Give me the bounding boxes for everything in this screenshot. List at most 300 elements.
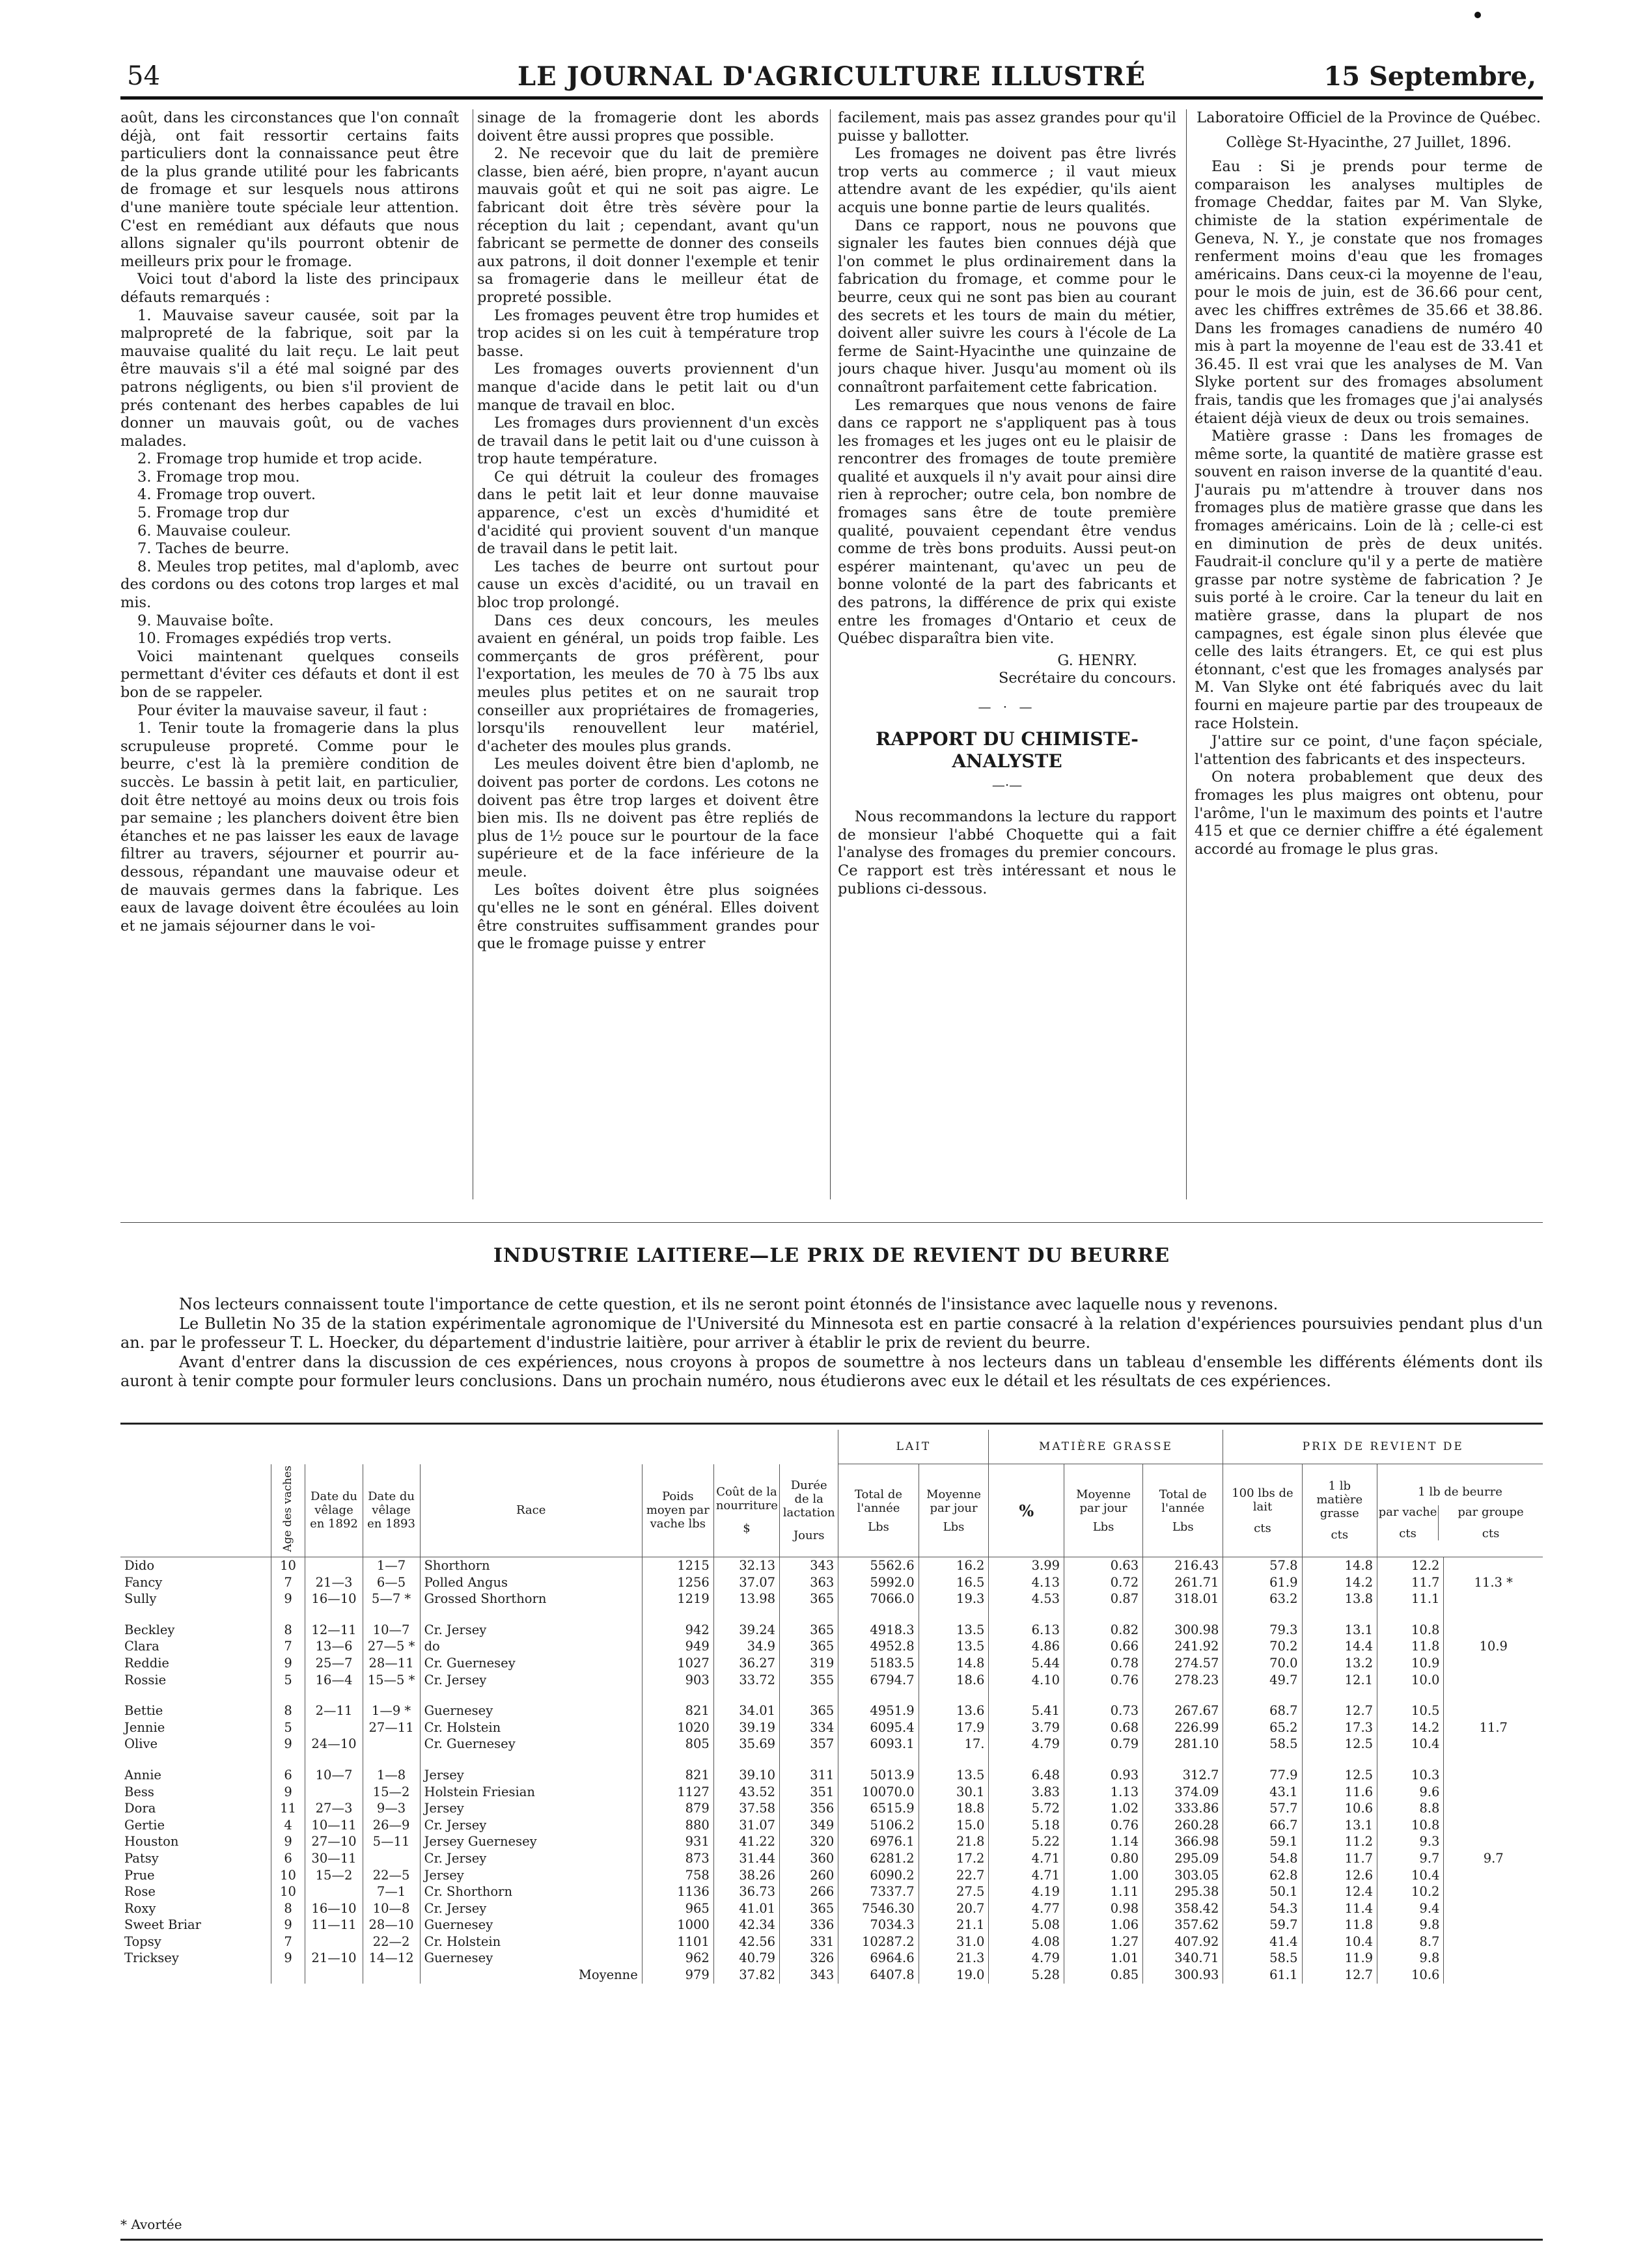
table-cell: 39.10 [713, 1767, 779, 1784]
table-cell: 10.2 [1377, 1883, 1444, 1900]
page-header [120, 57, 1543, 96]
table-cell: 57.8 [1223, 1557, 1302, 1574]
signature-title: Secrétaire du concours. [998, 670, 1176, 687]
table-cell: 5 [271, 1719, 305, 1736]
table-cell: 68.7 [1223, 1702, 1302, 1719]
table-cell: 365 [780, 1591, 838, 1607]
table-cell: 6976.1 [838, 1833, 919, 1850]
table-cell: Cr. Jersey [420, 1672, 642, 1689]
table-cell: 9 [271, 1917, 305, 1933]
cow-name: Roxy [124, 1900, 156, 1916]
table-cell: 26—9 [363, 1817, 420, 1834]
table-cell: 21.3 [919, 1950, 989, 1967]
table-cell: 11.6 [1302, 1784, 1377, 1801]
table-cell: 6281.2 [838, 1850, 919, 1867]
table-cell: 1.00 [1064, 1867, 1143, 1884]
table-cell: Jersey [420, 1867, 642, 1884]
table-cell: 320 [780, 1833, 838, 1850]
table-cell: 10.4 [1377, 1867, 1444, 1884]
cow-name: Rose [124, 1884, 156, 1900]
table-cell: 9—3 [363, 1800, 420, 1817]
table-cell: 32.13 [713, 1557, 779, 1574]
table-cell: 267.67 [1143, 1702, 1223, 1719]
table-cell: 365 [780, 1900, 838, 1917]
signature: G. HENRY. [1057, 651, 1137, 669]
cow-name: Topsy [124, 1933, 161, 1949]
table-cell: Guernesey [420, 1950, 642, 1967]
cow-name: Dora [124, 1801, 156, 1816]
table-cell: 805 [642, 1736, 713, 1753]
table-cell: 355 [780, 1672, 838, 1689]
table-cell: 49.7 [1223, 1672, 1302, 1689]
table-cell: 30—11 [305, 1850, 363, 1867]
paragraph: Les fromages ne doivent pas être livrés trop verts au commerce ; il vaut mieux attendre avant de les expédier, qu'ils aient acquis une bonne partie de leurs qualités. [838, 145, 1176, 216]
table-cell: 4.79 [989, 1736, 1064, 1753]
table-cell: 942 [642, 1622, 713, 1639]
group-lait: LAIT [838, 1430, 989, 1464]
table-cell: 15—5 * [363, 1672, 420, 1689]
table-cell: 357 [780, 1736, 838, 1753]
table-cell: 5.22 [989, 1833, 1064, 1850]
table-cell: 226.99 [1143, 1719, 1223, 1736]
table-cell: 14.8 [919, 1655, 989, 1672]
table-cell: 39.24 [713, 1622, 779, 1639]
paragraph: Les meules doivent être bien d'aplomb, ne doivent pas porter de cordons. Les cotons ne doivent pas être trop larges et doivent être bien mis. Ils ne doivent pas être repliés de plus de 1½ pouce sur le pourtour de la face supérieure et de la face inférieure de la meule. [477, 756, 819, 881]
header-lait-total: Total de l'année Lbs [838, 1464, 919, 1557]
table-cell: 1020 [642, 1719, 713, 1736]
table-cell: 319 [780, 1655, 838, 1672]
paragraph: Les remarques que nous venons de faire dans ce rapport ne s'appliquent pas à tous les fromages et les juges ont eu le plaisir de rencontrer des fromages de toute première qualité et auxquels il n'y avait pour ainsi dire rien à reprocher; outre cela, bon nombre de fromages sans être de toute première qualité, pouvaient cependant être vendus comme de très bons produits. Aussi peut-on espérer maintenant, qu'avec un peu de bonne volonté de la part des fabricants et des patrons, la différence de prix qui existe entre les fromages d'Ontario et ceux de Québec disparaîtra bien vite. [838, 396, 1176, 648]
table-cell: 10.9 [1377, 1655, 1444, 1672]
bottom-rule [120, 2239, 1543, 2241]
table-cell: 216.43 [1143, 1557, 1223, 1574]
table-cell: 880 [642, 1817, 713, 1834]
table-cell: 358.42 [1143, 1900, 1223, 1917]
table-cell: 266 [780, 1883, 838, 1900]
table-cell: 1256 [642, 1574, 713, 1591]
cow-name: Beckley [124, 1622, 175, 1637]
table-cell: Shorthorn [420, 1557, 642, 1574]
table-cell: Cr. Guernesey [420, 1655, 642, 1672]
table-cell: 879 [642, 1800, 713, 1817]
cow-name: Olive [124, 1736, 158, 1752]
table-cell: 5—11 [363, 1833, 420, 1850]
cow-name: Fancy [124, 1574, 163, 1590]
header-velage-1892: Date du vêlage en 1892 [305, 1464, 363, 1557]
table-cell: 12.5 [1302, 1736, 1377, 1753]
table-cell: 9 [271, 1591, 305, 1607]
table-cell: 70.0 [1223, 1655, 1302, 1672]
table-cell: 27—11 [363, 1719, 420, 1736]
table-cell: 300.98 [1143, 1622, 1223, 1639]
column-4 [1195, 109, 1543, 1203]
table-row [120, 1817, 1543, 1834]
column-2 [477, 109, 819, 1203]
table-cell: 9.8 [1377, 1950, 1444, 1967]
average-cell: 0.85 [1064, 1967, 1143, 1984]
table-cell: 17.2 [919, 1850, 989, 1867]
separator: —·— [991, 776, 1023, 793]
separator: — · — [978, 699, 1036, 715]
table-cell: 351 [780, 1784, 838, 1801]
average-cell: 343 [780, 1967, 838, 1984]
table-cell: 19.3 [919, 1591, 989, 1607]
table-row [120, 1900, 1543, 1917]
table-cell: 4.79 [989, 1950, 1064, 1967]
table-row [120, 1719, 1543, 1736]
table-cell: 11.2 [1302, 1833, 1377, 1850]
table-cell: 1000 [642, 1917, 713, 1933]
table-cell: 11.8 [1302, 1917, 1377, 1933]
table-cell [363, 1736, 420, 1753]
average-cell: 19.0 [919, 1967, 989, 1984]
table-cell: 6964.6 [838, 1950, 919, 1967]
table-cell: 11.4 [1302, 1900, 1377, 1917]
table-cell: 0.73 [1064, 1702, 1143, 1719]
table-cell: 6 [271, 1767, 305, 1784]
table-cell: Cr. Guernesey [420, 1736, 642, 1753]
table-cell: 31.0 [919, 1933, 989, 1950]
table-cell: 13.2 [1302, 1655, 1377, 1672]
table-cell: 17.9 [919, 1719, 989, 1736]
table-cell: 10070.0 [838, 1784, 919, 1801]
table-cell: 13.5 [919, 1638, 989, 1655]
cow-name: Bettie [124, 1703, 163, 1719]
table-cell: 5183.5 [838, 1655, 919, 1672]
table-cell: 5.44 [989, 1655, 1064, 1672]
table-cell: 1101 [642, 1933, 713, 1950]
table-cell: 365 [780, 1638, 838, 1655]
list-item: 10. Fromages expédiés trop verts. [137, 630, 392, 648]
table-cell: 1027 [642, 1655, 713, 1672]
table-cell: 41.4 [1223, 1933, 1302, 1950]
paragraph: Pour éviter la mauvaise saveur, il faut : [137, 702, 428, 719]
table-cell: 61.9 [1223, 1574, 1302, 1591]
table-cell: 10.0 [1377, 1672, 1444, 1689]
table-cell: 407.92 [1143, 1933, 1223, 1950]
table-cell: 54.8 [1223, 1850, 1302, 1867]
table-cell: 12.4 [1302, 1883, 1377, 1900]
table-cell: 8.8 [1377, 1800, 1444, 1817]
header-mg-percent: % [989, 1464, 1064, 1557]
table-cell: 13.8 [1302, 1591, 1377, 1607]
table-cell: 334 [780, 1719, 838, 1736]
table-cell: 12.1 [1302, 1672, 1377, 1689]
table-row [120, 1933, 1543, 1950]
table-cell: 260.28 [1143, 1817, 1223, 1834]
cow-name: Tricksey [124, 1950, 179, 1966]
average-label: Moyenne [420, 1967, 642, 1984]
table-cell: 34.9 [713, 1638, 779, 1655]
table-cell: 58.5 [1223, 1736, 1302, 1753]
laboratory-name: Laboratoire Officiel de la Province de Québec. [1196, 109, 1541, 126]
group-matiere-grasse: MATIÈRE GRASSE [989, 1430, 1223, 1464]
table-row [120, 1736, 1543, 1753]
table-cell: 40.79 [713, 1950, 779, 1967]
paragraph: 1. Tenir toute la fromagerie dans la plus scrupuleuse propreté. Comme pour le beurre, c'est là la première condition de succès. Le bassin à petit lait, en particulier, doit être nettoyé au moins deux ou trois fois par semaine ; les planchers doivent être bien étanches et ne pas laisser les eaux de lavage filtrer au travers, séjourner et pourrir au-dessous, répandant une mauvaise odeur et de mauvais germes dans la fabrique. Les eaux de lavage doivent être écoulées au loin et ne jamais séjourner dans le voi- [120, 720, 459, 935]
cow-name: Rossie [124, 1672, 167, 1687]
table-cell: 77.9 [1223, 1767, 1302, 1784]
table-cell: 5.41 [989, 1702, 1064, 1719]
table-cell: 10—7 [363, 1622, 420, 1639]
table-cell: 365 [780, 1702, 838, 1719]
table-cell: 36.73 [713, 1883, 779, 1900]
table-cell: 356 [780, 1800, 838, 1817]
table-cell: 14.2 [1302, 1574, 1377, 1591]
table-cell: 0.93 [1064, 1767, 1143, 1784]
table-cell: 11.7 [1302, 1850, 1377, 1867]
cow-name: Houston [124, 1834, 179, 1850]
table-cell: 821 [642, 1702, 713, 1719]
table-cell: 4.53 [989, 1591, 1064, 1607]
table-cell: 4.71 [989, 1850, 1064, 1867]
table-cell: 1219 [642, 1591, 713, 1607]
paragraph: Eau : Si je prends pour terme de comparaison les analyses multiples de fromage Cheddar, faites par M. Van Slyke, chimiste de la station expérimentale de Geneva, N. Y., je constate que nos fromages renferment moins d'eau que les fromages américains. Dans ceux-ci la moyenne de l'eau, pour le mois de juin, est de 36.66 pour cent, avec les chiffres extrêmes de 35.66 et 38.86. Dans les fromages canadiens de numéro 40 mis à part la moyenne de l'eau est de 33.41 et 36.45. Il est vrai que les analyses de M. Van Slyke portent sur des fromages absolument frais, tandis que les fromages que j'ai analysés étaient déjà vieux de deux ou trois semaines. [1195, 158, 1543, 427]
table-cell: 15—2 [363, 1784, 420, 1801]
group-price: 11.7 [1444, 1719, 1543, 1736]
table-cell: 873 [642, 1850, 713, 1867]
table-cell: 6—5 [363, 1574, 420, 1591]
paragraph: Voici tout d'abord la liste des principaux défauts remarqués : [120, 271, 459, 306]
table-cell: 10.4 [1377, 1736, 1444, 1753]
group-spacer [120, 1753, 1543, 1767]
table-cell: 50.1 [1223, 1883, 1302, 1900]
table-row [120, 1950, 1543, 1967]
table-cell [305, 1933, 363, 1950]
table-cell [305, 1719, 363, 1736]
table-cell: 9 [271, 1784, 305, 1801]
table-cell: 8 [271, 1622, 305, 1639]
table-cell: 10.8 [1377, 1817, 1444, 1834]
table-cell: 21—10 [305, 1950, 363, 1967]
header-duree: Durée de la lactation Jours [780, 1464, 838, 1557]
group-price: 11.3 * [1444, 1574, 1543, 1591]
table-cell: 33.72 [713, 1672, 779, 1689]
table-cell: 59.1 [1223, 1833, 1302, 1850]
table-cell: 41.22 [713, 1833, 779, 1850]
table-cell: Jersey [420, 1800, 642, 1817]
table-row [120, 1655, 1543, 1672]
paragraph: Les boîtes doivent être plus soignées qu'elles ne le sont en général. Elles doivent être construites suffisamment grandes pour que le fromage puisse y entrer [477, 881, 819, 953]
paragraph: J'attire sur ce point, d'une façon spéciale, l'attention des fabricants et des inspecteurs. [1195, 733, 1543, 768]
table-cell: Grossed Shorthorn [420, 1591, 642, 1607]
paragraph: 2. Ne recevoir que du lait de première classe, bien aéré, bien propre, n'ayant aucun mauvais goût et qui ne soit pas aigre. Le fabricant doit être très sévère pour la réception du lait ; cependant, avant qu'un fabricant se permette de donner des conseils aux patrons, il doit donner l'exemple et tenir sa fromagerie dans le meilleur état de propreté possible. [477, 145, 819, 306]
table-cell: 4.71 [989, 1867, 1064, 1884]
paragraph: Les fromages ouverts proviennent d'un manque d'acide dans le petit lait ou d'un manque de travail en bloc. [477, 361, 819, 414]
table-cell: 6095.4 [838, 1719, 919, 1736]
table-cell: 9.7 [1377, 1850, 1444, 1867]
table-cell: 1—7 [363, 1557, 420, 1574]
table-cell: 12.7 [1302, 1702, 1377, 1719]
table-cell: 57.7 [1223, 1800, 1302, 1817]
cow-name: Clara [124, 1639, 159, 1654]
table-cell: 1127 [642, 1784, 713, 1801]
table-cell: 7546.30 [838, 1900, 919, 1917]
table-cell: 9 [271, 1736, 305, 1753]
table-cell: 79.3 [1223, 1622, 1302, 1639]
average-row [120, 1967, 1543, 1984]
group-spacer [120, 1688, 1543, 1702]
table-cell: Cr. Holstein [420, 1719, 642, 1736]
table-cell: 343 [780, 1557, 838, 1574]
table-cell: 9.4 [1377, 1900, 1444, 1917]
section-heading: RAPPORT DU CHIMISTE-ANALYSTE [876, 728, 1139, 772]
table-cell: Jersey Guernesey [420, 1833, 642, 1850]
table-cell: 9 [271, 1950, 305, 1967]
table-cell: 10—8 [363, 1900, 420, 1917]
paragraph: Nous recommandons la lecture du rapport de monsieur l'abbé Choquette qui a fait l'analyse des fromages du premier concours. Ce rapport est très intéressant et nous le publions ci-dessous. [838, 808, 1176, 897]
table-cell: 10.5 [1377, 1702, 1444, 1719]
table-cell: 295.38 [1143, 1883, 1223, 1900]
table-cell: 1215 [642, 1557, 713, 1574]
table-row [120, 1833, 1543, 1850]
list-item: 3. Fromage trop mou. [137, 468, 300, 485]
table-cell [363, 1850, 420, 1867]
table-cell: do [420, 1638, 642, 1655]
table-cell: 27—5 * [363, 1638, 420, 1655]
table-cell: 965 [642, 1900, 713, 1917]
table-cell: 27.5 [919, 1883, 989, 1900]
table-cell: 21.8 [919, 1833, 989, 1850]
table-cell: 1136 [642, 1883, 713, 1900]
header-mg-total: Total de l'année Lbs [1143, 1464, 1223, 1557]
table-cell: 38.26 [713, 1867, 779, 1884]
table-cell: 21.1 [919, 1917, 989, 1933]
table-row [120, 1784, 1543, 1801]
list-item: 5. Fromage trop dur [137, 504, 289, 522]
cow-name: Dido [124, 1558, 155, 1573]
table-cell: 17.3 [1302, 1719, 1377, 1736]
table-cell: 758 [642, 1867, 713, 1884]
table-cell: 5.08 [989, 1917, 1064, 1933]
table-row [120, 1883, 1543, 1900]
table-cell: 6 [271, 1850, 305, 1867]
table-cell: 962 [642, 1950, 713, 1967]
table-cell: 12—11 [305, 1622, 363, 1639]
table-cell: 6794.7 [838, 1672, 919, 1689]
table-cell: 11.8 [1377, 1638, 1444, 1655]
table-cell: 6093.1 [838, 1736, 919, 1753]
table-cell: 10—11 [305, 1817, 363, 1834]
table-cell: 10.6 [1302, 1800, 1377, 1817]
cow-name: Sweet Briar [124, 1917, 201, 1933]
table-cell: 4952.8 [838, 1638, 919, 1655]
table-cell: 66.7 [1223, 1817, 1302, 1834]
table-cell: 903 [642, 1672, 713, 1689]
table-cell: 9.3 [1377, 1833, 1444, 1850]
table-cell [305, 1784, 363, 1801]
table-cell: 17. [919, 1736, 989, 1753]
cow-name: Sully [124, 1591, 157, 1607]
table-cell: 0.78 [1064, 1655, 1143, 1672]
table-cell: Jersey [420, 1767, 642, 1784]
table-cell: 1.27 [1064, 1933, 1143, 1950]
table-cell: Cr. Shorthorn [420, 1883, 642, 1900]
table-cell: 1.01 [1064, 1950, 1143, 1967]
table-cell: 11.7 [1377, 1574, 1444, 1591]
table-cell: 274.57 [1143, 1655, 1223, 1672]
column-1 [120, 109, 459, 1203]
table-cell: 821 [642, 1767, 713, 1784]
table-cell: 11.1 [1377, 1591, 1444, 1607]
list-item: 9. Mauvaise boîte. [137, 612, 274, 629]
table-cell: 9.6 [1377, 1784, 1444, 1801]
table-cell: 65.2 [1223, 1719, 1302, 1736]
table-cell: 0.80 [1064, 1850, 1143, 1867]
paragraph: août, dans les circonstances que l'on connaît déjà, ont fait ressortir certains faits particuliers dont la connaissance peut être de la plus grande utilité pour les fabricants de fromage et sur lesquels nous attirons d'une manière toute spéciale leur attention. C'est en remédiant aux défauts que nous allons signaler qu'ils pourront obtenir de meilleurs prix pour le fromage. [120, 109, 459, 270]
table-cell: 58.5 [1223, 1950, 1302, 1967]
table-cell: 13.1 [1302, 1817, 1377, 1834]
table-cell: 4.13 [989, 1574, 1064, 1591]
header-prix-1-lb-mg: 1 lb matière grasse cts [1302, 1464, 1377, 1557]
table-cell: 1.13 [1064, 1784, 1143, 1801]
table-row [120, 1591, 1543, 1607]
table-cell: 5 [271, 1672, 305, 1689]
table-cell: 4951.9 [838, 1702, 919, 1719]
table-cell: 3.79 [989, 1719, 1064, 1736]
table-cell: 0.82 [1064, 1622, 1143, 1639]
header-velage-1893: Date du vêlage en 1893 [363, 1464, 420, 1557]
table-body [120, 1557, 1543, 1984]
table-cell: 5—7 * [363, 1591, 420, 1607]
table-footnote: * Avortée [120, 2217, 182, 2232]
header-cout: Coût de la nourriture $ [713, 1464, 779, 1557]
paragraph: Le Bulletin No 35 de la station expérimentale agronomique de l'Université du Minnesota est en partie consacré à la relation d'expériences poursuivies pendant plus d'un an. par le professeur T. L. Hoecker, du département d'industrie laitière, pour arriver à établir le prix de revient du beurre. [120, 1314, 1543, 1352]
issue-date: 15 Septembre, [1323, 61, 1536, 92]
table-cell: 0.72 [1064, 1574, 1143, 1591]
paragraph: 1. Mauvaise saveur causée, soit par la malpropreté de la fabrique, soit par la mauvaise qualité du lait reçu. Le lait peut être mauvais s'il a été mal soigné par des patrons négligents, ou bien s'il provient de prés contenant des herbes capables de lui donner un mauvais goût, ou de vaches malades. [120, 307, 459, 450]
table-cell: 13.5 [919, 1767, 989, 1784]
table-cell: 6.48 [989, 1767, 1064, 1784]
table-cell: 3.83 [989, 1784, 1064, 1801]
table-cell: 5562.6 [838, 1557, 919, 1574]
table-cell: 3.99 [989, 1557, 1064, 1574]
table-cell: 4 [271, 1817, 305, 1834]
table-cell: 10 [271, 1867, 305, 1884]
table-cell: 5992.0 [838, 1574, 919, 1591]
table-cell: 312.7 [1143, 1767, 1223, 1784]
paragraph: Les fromages durs proviennent d'un excès de travail dans le petit lait ou d'une cuisson à trop haute température. [477, 415, 819, 468]
table-cell: 59.7 [1223, 1917, 1302, 1933]
table-cell: 11—11 [305, 1917, 363, 1933]
table-cell: 281.10 [1143, 1736, 1223, 1753]
section-title: INDUSTRIE LAITIERE—LE PRIX DE REVIENT DU BEURRE [493, 1244, 1170, 1267]
table-cell: 63.2 [1223, 1591, 1302, 1607]
cow-name: Annie [124, 1767, 161, 1783]
table-cell: Holstein Friesian [420, 1784, 642, 1801]
table-cell: 24—10 [305, 1736, 363, 1753]
table-cell: 4.86 [989, 1638, 1064, 1655]
table-cell: 18.6 [919, 1672, 989, 1689]
table-cell: 13.1 [1302, 1622, 1377, 1639]
table-cell: 16—10 [305, 1900, 363, 1917]
header-poids: Poids moyen par vache lbs [642, 1464, 713, 1557]
table-cell: 333.86 [1143, 1800, 1223, 1817]
table-cell: 366.98 [1143, 1833, 1223, 1850]
paragraph: Les taches de beurre ont surtout pour cause un excès d'acidité, ou un travail en bloc trop prolongé. [477, 558, 819, 612]
table-cell: Polled Angus [420, 1574, 642, 1591]
table-cell: 9 [271, 1655, 305, 1672]
table-cell: 0.66 [1064, 1638, 1143, 1655]
table-row [120, 1867, 1543, 1884]
table-cell: 9.8 [1377, 1917, 1444, 1933]
table-cell: 18.8 [919, 1800, 989, 1817]
table-cell: 10.3 [1377, 1767, 1444, 1784]
cow-name: Jennie [124, 1719, 165, 1735]
header-prix-100-lbs: 100 lbs de lait cts [1223, 1464, 1302, 1557]
table-cell: 37.07 [713, 1574, 779, 1591]
table-cell: 31.44 [713, 1850, 779, 1867]
